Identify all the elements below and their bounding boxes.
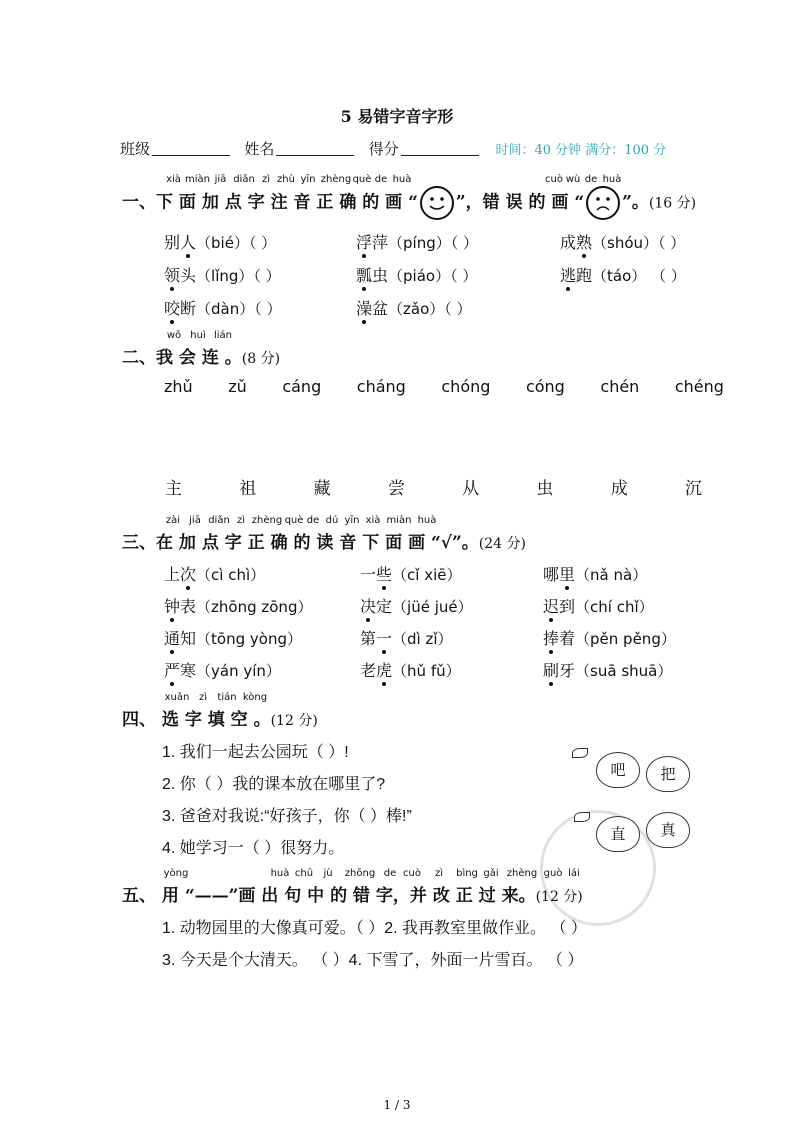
s4-line: 4. 她学习一（ ）很努力。 xyxy=(162,840,345,857)
s2-heading: 二、我 会 连 。(8 分) xyxy=(122,348,281,368)
score-label: 得分 xyxy=(368,140,399,158)
s5-line: 3. 今天是个大清天。 （ ）4. 下雪了，外面一片雪百。 （ ） xyxy=(162,952,584,969)
match-hanzi[interactable]: 沉 xyxy=(684,479,702,499)
s1-heading: 一、下 面 加 点 字 注 音 正 确 的 画 “ ”，错 误 的 画 “ ”。(16 分) xyxy=(122,186,696,220)
leaf-icon xyxy=(572,748,588,758)
s1-score: (16 分) xyxy=(648,195,697,212)
s5-line: 1. 动物园里的大像真可爱。（ ）2. 我再教室里做作业。 （ ） xyxy=(162,920,587,937)
class-label: 班级 xyxy=(120,140,151,158)
score-blank[interactable] xyxy=(401,139,479,156)
info-line xyxy=(120,138,666,159)
s3-item: 钟表（zhōng zōng） xyxy=(164,594,312,617)
s4-heading: 四、 选 字 填 空 。(12 分) xyxy=(122,710,318,730)
match-pinyin[interactable]: chóng xyxy=(441,377,491,396)
s4-line: 1. 我们一起去公园玩（ ）! xyxy=(162,744,349,761)
match-hanzi[interactable]: 尝 xyxy=(387,479,405,499)
s4-line: 2. 你（ ）我的课本放在哪里了? xyxy=(162,776,386,793)
match-pinyin[interactable]: cáng xyxy=(282,377,322,396)
match-pinyin[interactable]: zǔ xyxy=(228,377,247,396)
s3-item: 捧着（pěn pěng） xyxy=(543,626,676,649)
match-pinyin[interactable]: chén xyxy=(600,377,640,396)
s5-pinyin: yòng huà chū jù zhōng de cuò zì bìng gǎi zhèng guò lái xyxy=(163,868,580,879)
s1-item: 别人（bié）（ ） xyxy=(164,230,276,253)
match-pinyin[interactable]: chéng xyxy=(674,377,724,396)
s2-pinyin-row xyxy=(164,377,724,396)
match-hanzi[interactable]: 成 xyxy=(610,479,628,499)
match-hanzi[interactable]: 藏 xyxy=(313,479,331,499)
s1-item: 咬断（dàn）（ ） xyxy=(164,296,282,319)
s4-pinyin: xuǎn zì tián kòng xyxy=(164,692,268,703)
s3-heading: 三、在 加 点 字 正 确 的 读 音 下 面 画 “√”。(24 分) xyxy=(122,533,526,553)
s1-pinyin: xià miàn jiā diǎn zì zhù yīn zhèngquè de huà cuò wù de huà xyxy=(166,174,622,185)
s3-item: 严寒（yán yín） xyxy=(164,658,281,681)
s3-item: 刷牙（suā shuā） xyxy=(543,658,672,681)
time-text: 时间：40 分钟 满分：100 分 xyxy=(495,143,667,158)
fruit-card: 真 xyxy=(646,812,690,848)
fruit-card: 吧 xyxy=(596,752,640,788)
match-hanzi[interactable]: 从 xyxy=(462,479,480,499)
match-hanzi[interactable]: 祖 xyxy=(239,479,257,499)
name-label: 姓名 xyxy=(244,140,275,158)
s3-item: 老虎（hǔ fǔ） xyxy=(360,658,461,681)
fruit-card: 直 xyxy=(596,816,640,852)
page-number: 1 / 3 xyxy=(383,1098,411,1112)
s3-item: 决定（jüé jué） xyxy=(360,594,473,617)
match-hanzi[interactable]: 虫 xyxy=(536,479,554,499)
s3-item: 哪里（nǎ nà） xyxy=(543,562,647,585)
s2-pinyin: wǒ huì lián xyxy=(166,330,233,341)
leaf-icon xyxy=(574,812,590,822)
sad-face-icon xyxy=(586,186,620,220)
s3-item: 上次（cì chì） xyxy=(164,562,265,585)
name-blank[interactable] xyxy=(276,139,354,156)
s1-item: 成熟（shóu）（ ） xyxy=(560,230,685,253)
s2-hanzi-row xyxy=(165,474,702,499)
s1-item: 澡盆（zǎo）（ ） xyxy=(356,296,472,319)
s1-item: 领头（lǐng）（ ） xyxy=(164,263,281,286)
s3-item: 第一（dì zǐ） xyxy=(360,626,453,649)
match-pinyin[interactable]: cóng xyxy=(525,377,565,396)
s3-item: 一些（cǐ xiē） xyxy=(360,562,462,585)
match-pinyin[interactable]: cháng xyxy=(356,377,406,396)
match-pinyin[interactable]: zhǔ xyxy=(164,377,193,396)
class-blank[interactable] xyxy=(152,139,230,156)
smiley-face-icon xyxy=(420,186,454,220)
s1-item: 浮萍（píng）（ ） xyxy=(356,230,478,253)
worksheet-title: 5 易错字音字形 xyxy=(340,107,454,126)
s3-item: 通知（tōng yòng） xyxy=(164,626,302,649)
s3-item: 迟到（chí chǐ） xyxy=(543,594,654,617)
s5-heading: 五、 用 “——”画 出 句 中 的 错 字，并 改 正 过 来。(12 分) xyxy=(122,886,583,906)
s1-item: 逃跑（táo） （ ） xyxy=(560,263,686,286)
s3-pinyin: zài jiā diǎn zì zhèng què de dú yīn xià miàn huà xyxy=(165,515,437,526)
match-hanzi[interactable]: 主 xyxy=(165,479,182,499)
s4-line: 3. 爸爸对我说:“好孩子，你（ ）棒!” xyxy=(162,808,412,825)
fruit-card: 把 xyxy=(646,756,690,792)
s1-item: 瓢虫（piáo）（ ） xyxy=(356,263,477,286)
